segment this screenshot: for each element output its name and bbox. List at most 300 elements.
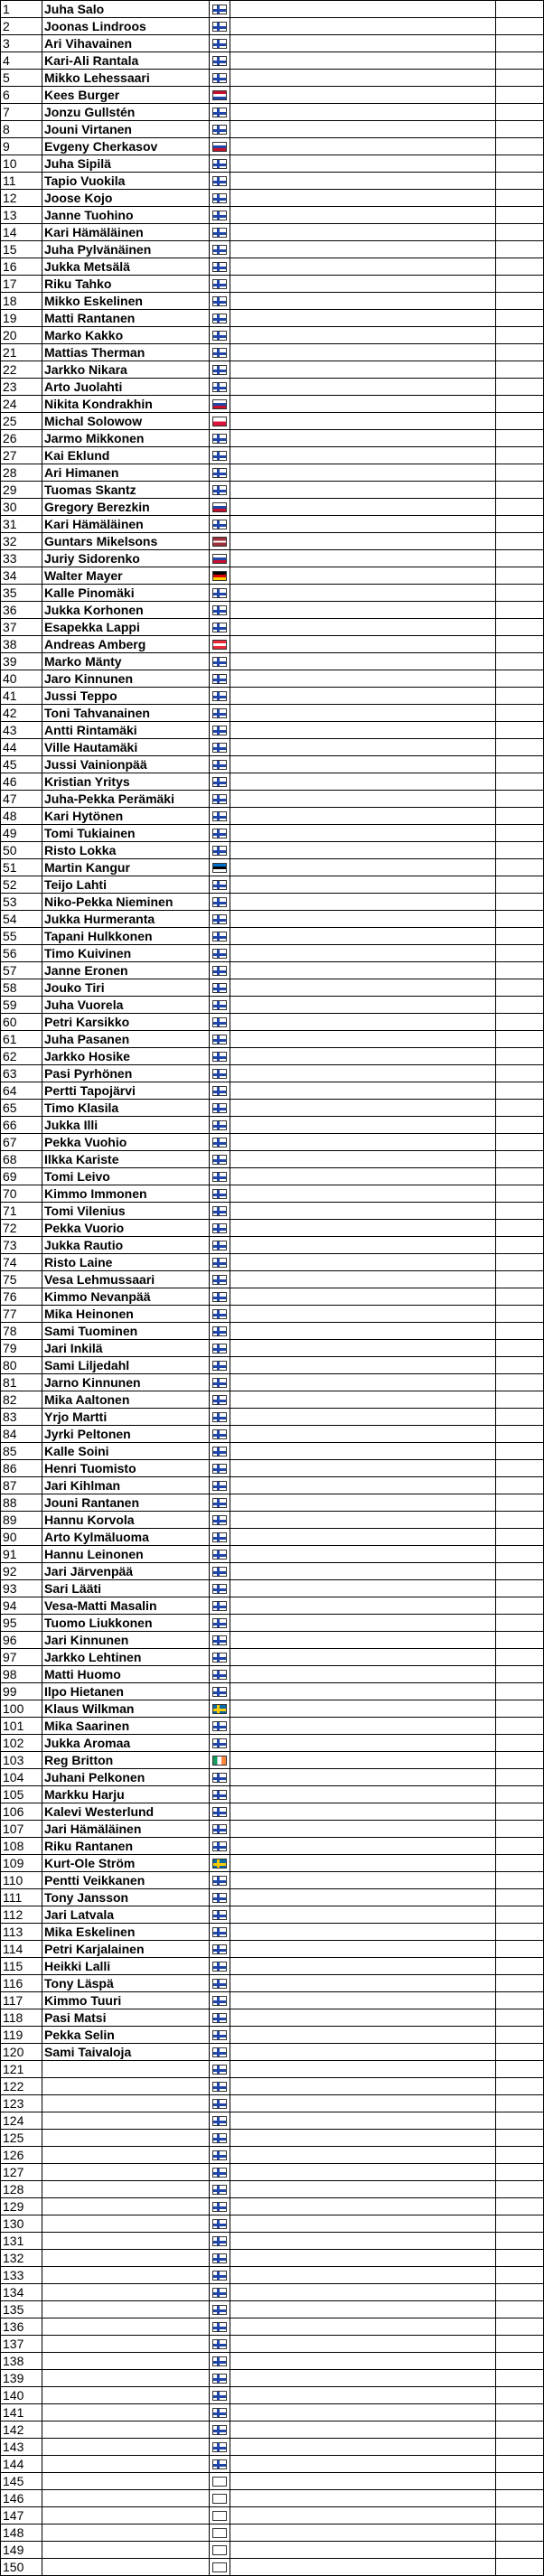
table-row [1,2387,544,2404]
driver-name: Heikki Lalli [42,1958,210,1975]
table-row [1,894,544,911]
empty-cell [230,87,496,104]
entry-number: 78 [1,1323,42,1340]
nationality-cell [210,464,230,482]
driver-name: Marko Mänty [42,653,210,670]
entry-number: 118 [1,2009,42,2027]
driver-name: Jukka Aromaa [42,1735,210,1752]
driver-name [42,2507,210,2524]
nationality-cell [210,2284,230,2301]
nationality-cell [210,2044,230,2061]
empty-cell [496,1271,544,1288]
nationality-cell [210,756,230,773]
table-row [1,1735,544,1752]
empty-cell [230,173,496,190]
entry-number: 75 [1,1271,42,1288]
table-row [1,688,544,705]
flag-fi-icon [212,2271,227,2281]
empty-cell [496,2130,544,2147]
entry-number: 32 [1,533,42,550]
blank-flag-icon [212,2528,227,2538]
driver-name: Juha Pylvänäinen [42,241,210,258]
entry-number: 46 [1,773,42,791]
flag-fi-icon [212,2236,227,2246]
nationality-cell [210,2490,230,2507]
flag-fi-icon [212,1876,227,1886]
driver-name [42,2387,210,2404]
empty-cell [496,1872,544,1889]
entry-number: 66 [1,1117,42,1134]
empty-cell [230,567,496,585]
empty-cell [496,1477,544,1494]
empty-cell [230,808,496,825]
driver-name: Mika Saarinen [42,1718,210,1735]
nationality-cell [210,1615,230,1632]
driver-name: Pentti Veikkanen [42,1872,210,1889]
entry-number: 22 [1,361,42,379]
empty-cell [230,2250,496,2267]
driver-name: Guntars Mikelsons [42,533,210,550]
entry-number: 128 [1,2181,42,2198]
entry-number: 94 [1,1597,42,1615]
nationality-cell [210,1958,230,1975]
nationality-cell [210,1117,230,1134]
driver-name: Juha Pasanen [42,1031,210,1048]
nationality-cell [210,2473,230,2490]
driver-name: Juha-Pekka Perämäki [42,791,210,808]
empty-cell [496,447,544,464]
empty-cell [230,876,496,894]
empty-cell [230,1031,496,1048]
driver-name: Henri Tuomisto [42,1460,210,1477]
table-row [1,2559,544,2576]
nationality-cell [210,104,230,121]
empty-cell [230,979,496,997]
flag-fi-icon [212,1155,227,1165]
table-row [1,207,544,224]
empty-cell [496,1855,544,1872]
driver-name: Pasi Pyrhönen [42,1065,210,1082]
empty-cell [230,2095,496,2112]
nationality-cell [210,1529,230,1546]
driver-name: Jukka Metsälä [42,258,210,276]
table-row [1,1632,544,1649]
driver-name: Jari Järvenpää [42,1563,210,1580]
empty-cell [496,1460,544,1477]
empty-cell [230,2473,496,2490]
empty-cell [230,361,496,379]
empty-cell [230,1718,496,1735]
flag-fi-icon [212,1498,227,1508]
table-row [1,2027,544,2044]
table-row [1,18,544,35]
empty-cell [230,379,496,396]
table-row [1,2095,544,2112]
empty-cell [230,413,496,430]
entry-number: 2 [1,18,42,35]
empty-cell [496,2112,544,2130]
nationality-cell [210,1151,230,1168]
entry-number: 48 [1,808,42,825]
nationality-cell [210,2061,230,2078]
nationality-cell [210,894,230,911]
driver-name: Juha Sipilä [42,155,210,173]
nationality-cell [210,1649,230,1666]
nationality-cell [210,859,230,876]
entry-number: 95 [1,1615,42,1632]
table-row [1,2044,544,2061]
nationality-cell [210,2421,230,2439]
flag-fi-icon [212,1807,227,1817]
driver-name [42,2112,210,2130]
table-row [1,739,544,756]
empty-cell [496,1924,544,1941]
empty-cell [496,1666,544,1683]
driver-name: Markku Harju [42,1786,210,1803]
nationality-cell [210,1597,230,1615]
empty-cell [496,1803,544,1821]
nationality-cell [210,2507,230,2524]
driver-name: Jarmo Mikkonen [42,430,210,447]
nationality-cell [210,1031,230,1048]
flag-fi-icon [212,1979,227,1989]
entry-number: 123 [1,2095,42,2112]
empty-cell [230,2198,496,2215]
empty-cell [496,1168,544,1185]
flag-fi-icon [212,2356,227,2366]
driver-name: Gregory Berezkin [42,499,210,516]
nationality-cell [210,1632,230,1649]
flag-fi-icon [212,2150,227,2160]
driver-name: Ville Hautamäki [42,739,210,756]
table-row [1,1906,544,1924]
nationality-cell [210,155,230,173]
entry-number: 57 [1,962,42,979]
flag-fi-icon [212,1944,227,1954]
driver-name: Kees Burger [42,87,210,104]
empty-cell [230,1563,496,1580]
driver-name: Hannu Leinonen [42,1546,210,1563]
table-row [1,258,544,276]
flag-fi-icon [212,1996,227,2006]
entry-number: 40 [1,670,42,688]
driver-name [42,2130,210,2147]
empty-cell [230,2404,496,2421]
table-row [1,190,544,207]
table-row [1,1031,544,1048]
empty-cell [496,155,544,173]
nationality-cell [210,499,230,516]
empty-cell [230,1014,496,1031]
driver-name: Janne Eronen [42,962,210,979]
table-row [1,1803,544,1821]
entry-number: 44 [1,739,42,756]
entry-number: 77 [1,1306,42,1323]
flag-ru-icon [212,554,227,564]
empty-cell [230,1529,496,1546]
nationality-cell [210,2542,230,2559]
empty-cell [496,636,544,653]
entry-number: 129 [1,2198,42,2215]
entry-number: 127 [1,2164,42,2181]
table-row [1,585,544,602]
entry-number: 25 [1,413,42,430]
flag-fi-icon [212,5,227,14]
empty-cell [496,2267,544,2284]
flag-ie-icon [212,1756,227,1766]
empty-cell [230,1494,496,1512]
flag-fi-icon [212,949,227,959]
nationality-cell [210,1494,230,1512]
empty-cell [230,1958,496,1975]
empty-cell [496,1683,544,1700]
entry-number: 1 [1,1,42,18]
empty-cell [230,482,496,499]
empty-cell [230,327,496,344]
entry-number: 30 [1,499,42,516]
nationality-cell [210,1203,230,1220]
driver-name: Kari Hytönen [42,808,210,825]
flag-fi-icon [212,1962,227,1972]
entry-number: 114 [1,1941,42,1958]
flag-fi-icon [212,1344,227,1354]
empty-cell [230,2215,496,2233]
entry-number: 148 [1,2524,42,2542]
empty-cell [230,1306,496,1323]
empty-cell [230,859,496,876]
entry-number: 87 [1,1477,42,1494]
flag-fi-icon [212,2082,227,2092]
empty-cell [496,1889,544,1906]
table-row [1,1855,544,1872]
entry-number: 113 [1,1924,42,1941]
empty-cell [230,1477,496,1494]
driver-name: Sami Taivaloja [42,2044,210,2061]
entry-number: 110 [1,1872,42,1889]
empty-cell [496,1443,544,1460]
nationality-cell [210,482,230,499]
nationality-cell [210,1288,230,1306]
nationality-cell [210,258,230,276]
table-row [1,2421,544,2439]
empty-cell [496,327,544,344]
table-row [1,1357,544,1374]
nationality-cell [210,70,230,87]
flag-fi-icon [212,811,227,821]
empty-cell [496,1426,544,1443]
flag-ru-icon [212,502,227,512]
driver-name: Juha Vuorela [42,997,210,1014]
entry-number: 11 [1,173,42,190]
empty-cell [230,550,496,567]
driver-name: Risto Laine [42,1254,210,1271]
driver-name: Jarno Kinnunen [42,1374,210,1391]
entry-number: 10 [1,155,42,173]
flag-fi-icon [212,1841,227,1851]
driver-name [42,2250,210,2267]
table-row [1,1992,544,2009]
nationality-cell [210,138,230,155]
flag-fi-icon [212,1395,227,1405]
driver-name: Evgeny Cherkasov [42,138,210,155]
flag-fi-icon [212,2030,227,2040]
entry-number: 59 [1,997,42,1014]
entry-number: 34 [1,567,42,585]
flag-fi-icon [212,2391,227,2401]
flag-fi-icon [212,365,227,375]
empty-cell [230,1632,496,1649]
driver-name: Joonas Lindroos [42,18,210,35]
driver-name [42,2061,210,2078]
driver-name: Pertti Tapojärvi [42,1082,210,1100]
flag-fi-icon [212,451,227,461]
nationality-cell [210,1426,230,1443]
empty-cell [496,516,544,533]
flag-fi-icon [212,2185,227,2195]
blank-flag-icon [212,2477,227,2487]
flag-lv-icon [212,537,227,547]
table-row [1,2181,544,2198]
nationality-cell [210,670,230,688]
entry-number: 21 [1,344,42,361]
empty-cell [496,1563,544,1580]
empty-cell [230,1357,496,1374]
entry-number: 145 [1,2473,42,2490]
flag-fi-icon [212,245,227,255]
table-row [1,396,544,413]
table-row [1,1786,544,1803]
empty-cell [496,52,544,70]
nationality-cell [210,2387,230,2404]
driver-name: Matti Huomo [42,1666,210,1683]
empty-cell [496,2473,544,2490]
empty-cell [496,2233,544,2250]
empty-cell [496,2507,544,2524]
nationality-cell [210,1237,230,1254]
table-row [1,1134,544,1151]
driver-name: Kristian Yritys [42,773,210,791]
empty-cell [496,1700,544,1718]
empty-cell [496,2318,544,2336]
empty-cell [230,1288,496,1306]
flag-fi-icon [212,2133,227,2143]
entry-number: 39 [1,653,42,670]
flag-fi-icon [212,1172,227,1182]
flag-fi-icon [212,262,227,272]
flag-ru-icon [212,399,227,409]
empty-cell [496,2353,544,2370]
empty-cell [230,276,496,293]
nationality-cell [210,842,230,859]
nationality-cell [210,1666,230,1683]
flag-fi-icon [212,726,227,735]
driver-name: Tuomo Liukkonen [42,1615,210,1632]
nationality-cell [210,190,230,207]
driver-name: Tony Läspä [42,1975,210,1992]
entry-number: 54 [1,911,42,928]
empty-cell [496,207,544,224]
nationality-cell [210,1803,230,1821]
table-row [1,2250,544,2267]
empty-cell [230,1168,496,1185]
driver-name: Vesa Lehmussaari [42,1271,210,1288]
flag-fi-icon [212,880,227,890]
flag-fi-icon [212,914,227,924]
empty-cell [230,894,496,911]
empty-cell [230,2267,496,2284]
table-row [1,2456,544,2473]
table-row [1,1237,544,1254]
empty-cell [230,962,496,979]
flag-fi-icon [212,2322,227,2332]
empty-cell [496,1048,544,1065]
nationality-cell [210,396,230,413]
driver-name [42,2559,210,2576]
entry-number: 103 [1,1752,42,1769]
driver-name: Reg Britton [42,1752,210,1769]
flag-fi-icon [212,56,227,66]
entry-number: 86 [1,1460,42,1477]
empty-cell [230,447,496,464]
nationality-cell [210,121,230,138]
driver-name: Kimmo Immonen [42,1185,210,1203]
driver-name: Juha Salo [42,1,210,18]
driver-name: Pekka Vuorio [42,1220,210,1237]
flag-fi-icon [212,2425,227,2435]
nationality-cell [210,1992,230,2009]
empty-cell [496,979,544,997]
nationality-cell [210,997,230,1014]
flag-fi-icon [212,1052,227,1062]
empty-cell [230,1082,496,1100]
driver-name: Jarkko Hosike [42,1048,210,1065]
empty-cell [496,619,544,636]
nationality-cell [210,276,230,293]
driver-name [42,2353,210,2370]
flag-fi-icon [212,1687,227,1697]
nationality-cell [210,2370,230,2387]
empty-cell [230,241,496,258]
nationality-cell [210,876,230,894]
driver-name [42,2439,210,2456]
empty-cell [496,2370,544,2387]
empty-cell [496,756,544,773]
entry-number: 124 [1,2112,42,2130]
entry-number: 49 [1,825,42,842]
empty-cell [230,2078,496,2095]
nationality-cell [210,1048,230,1065]
table-row [1,1546,544,1563]
flag-fi-icon [212,1000,227,1010]
empty-cell [496,2009,544,2027]
empty-cell [230,18,496,35]
driver-name: Jyrki Peltonen [42,1426,210,1443]
entry-number: 147 [1,2507,42,2524]
entry-number: 43 [1,722,42,739]
table-row [1,1718,544,1735]
driver-name: Kari Hämäläinen [42,224,210,241]
table-row [1,1288,544,1306]
table-row [1,2353,544,2370]
table-row [1,2147,544,2164]
flag-fi-icon [212,794,227,804]
nationality-cell [210,2181,230,2198]
empty-cell [496,2198,544,2215]
empty-cell [230,2147,496,2164]
entry-number: 38 [1,636,42,653]
driver-name: Riku Tahko [42,276,210,293]
flag-fi-icon [212,1361,227,1371]
